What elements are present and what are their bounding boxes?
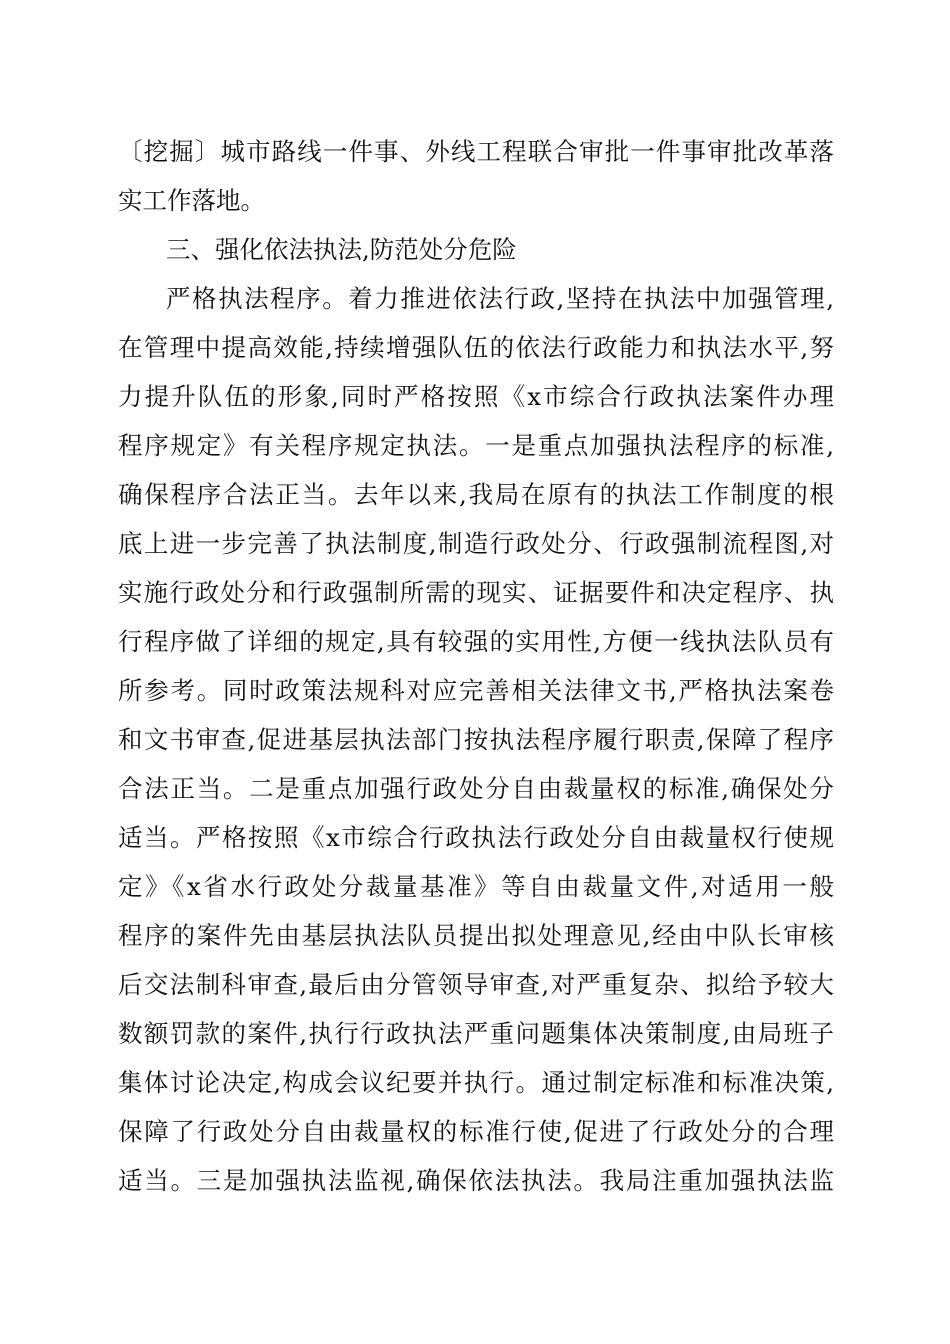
paragraph-line-21: 保障了行政处分自由裁量权的标准行使,促进了行政处分的合理: [118, 1117, 834, 1146]
paragraph-line-10: 实施行政处分和行政强制所需的现实、证据要件和决定程序、执: [118, 578, 834, 607]
paragraph-line-20: 集体讨论决定,构成会议纪要并执行。通过制定标准和标准决策,: [118, 1068, 834, 1097]
paragraph-line-15: 适当。严格按照《x市综合行政执法行政处分自由裁量权行使规: [118, 823, 834, 852]
paragraph-line-18: 后交法制科审查,最后由分管领导审查,对严重复杂、拟给予较大: [118, 970, 834, 999]
paragraph-line-13: 和文书审查,促进基层执法部门按执法程序履行职责,保障了程序: [118, 725, 834, 754]
paragraph-line-17: 程序的案件先由基层执法队员提出拟处理意见,经由中队长审核: [118, 921, 834, 950]
paragraph-line-22: 适当。三是加强执法监视,确保依法执法。我局注重加强执法监: [118, 1166, 834, 1195]
paragraph-line-1: 〔挖掘〕城市路线一件事、外线工程联合审批一件事审批改革落: [118, 137, 834, 166]
paragraph-line-12: 所参考。同时政策法规科对应完善相关法律文书,严格执法案卷: [118, 676, 834, 705]
paragraph-line-6: 力提升队伍的形象,同时严格按照《x市综合行政执法案件办理: [118, 382, 834, 411]
paragraph-line-16: 定》《x省水行政处分裁量基准》等自由裁量文件,对适用一般: [118, 872, 834, 901]
paragraph-line-19: 数额罚款的案件,执行行政执法严重问题集体决策制度,由局班子: [118, 1019, 834, 1048]
paragraph-line-14: 合法正当。二是重点加强行政处分自由裁量权的标准,确保处分: [118, 774, 834, 803]
paragraph-line-11: 行程序做了详细的规定,具有较强的实用性,方便一线执法队员有: [118, 627, 834, 656]
paragraph-line-9: 底上进一步完善了执法制度,制造行政处分、行政强制流程图,对: [118, 529, 834, 558]
paragraph-line-5: 在管理中提高效能,持续增强队伍的依法行政能力和执法水平,努: [118, 333, 834, 362]
section-heading: 三、强化依法执法,防范处分危险: [166, 235, 517, 264]
paragraph-line-4: 严格执法程序。着力推进依法行政,坚持在执法中加强管理,: [166, 284, 834, 313]
paragraph-line-7: 程序规定》有关程序规定执法。一是重点加强执法程序的标准,: [118, 431, 834, 460]
paragraph-line-8: 确保程序合法正当。去年以来,我局在原有的执法工作制度的根: [118, 480, 834, 509]
paragraph-line-2: 实工作落地。: [118, 186, 265, 215]
